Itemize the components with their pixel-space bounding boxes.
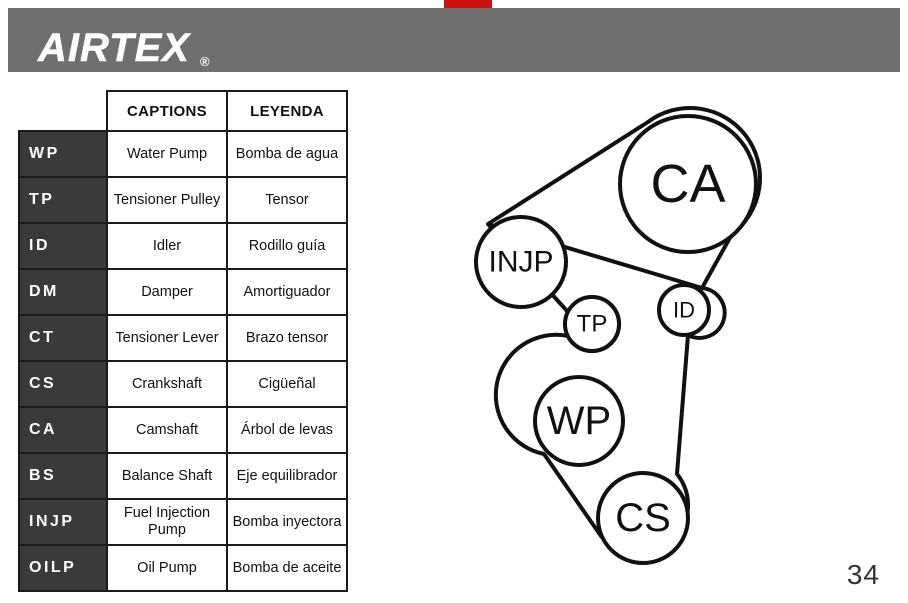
header-band <box>8 8 900 72</box>
row-caption-en: Damper <box>107 269 227 315</box>
row-code: CA <box>19 407 107 453</box>
row-code: BS <box>19 453 107 499</box>
row-caption-es: Árbol de levas <box>227 407 347 453</box>
column-header-code <box>19 91 107 131</box>
legend-table <box>18 90 348 592</box>
table-row <box>19 453 347 499</box>
row-caption-en: Tensioner Lever <box>107 315 227 361</box>
table-row <box>19 545 347 591</box>
row-caption-es: Bomba de agua <box>227 131 347 177</box>
table-row <box>19 131 347 177</box>
table-row <box>19 177 347 223</box>
row-caption-en: Camshaft <box>107 407 227 453</box>
table-header-row <box>19 91 347 131</box>
table-row <box>19 361 347 407</box>
row-code: CS <box>19 361 107 407</box>
top-red-tab <box>444 0 492 8</box>
row-caption-en: Water Pump <box>107 131 227 177</box>
row-caption-es: Amortiguador <box>227 269 347 315</box>
brand-logo: AIRTEX <box>38 26 190 70</box>
pulley-label-id: ID <box>673 297 695 323</box>
row-caption-es: Bomba inyectora <box>227 499 347 545</box>
column-header-captions: CAPTIONS <box>107 91 227 131</box>
row-caption-en: Idler <box>107 223 227 269</box>
row-caption-en: Tensioner Pulley <box>107 177 227 223</box>
table-row <box>19 499 347 545</box>
pulley-label-tp: TP <box>576 310 608 338</box>
row-caption-en: Fuel Injection Pump <box>107 499 227 545</box>
row-caption-en: Balance Shaft <box>107 453 227 499</box>
table-row <box>19 407 347 453</box>
row-code: ID <box>19 223 107 269</box>
pulley-label-wp: WP <box>546 399 612 443</box>
row-caption-es: Cigüeñal <box>227 361 347 407</box>
row-caption-en: Crankshaft <box>107 361 227 407</box>
row-caption-es: Rodillo guía <box>227 223 347 269</box>
row-code: CT <box>19 315 107 361</box>
row-caption-es: Eje equilibrador <box>227 453 347 499</box>
pulley-label-injp: INJP <box>488 245 554 279</box>
row-code: DM <box>19 269 107 315</box>
registered-mark: ® <box>200 54 210 69</box>
pulley-label-cs: CS <box>615 496 671 540</box>
row-caption-es: Bomba de aceite <box>227 545 347 591</box>
table-row <box>19 269 347 315</box>
column-header-leyenda: LEYENDA <box>227 91 347 131</box>
row-code: TP <box>19 177 107 223</box>
row-code: INJP <box>19 499 107 545</box>
row-caption-en: Oil Pump <box>107 545 227 591</box>
row-caption-es: Tensor <box>227 177 347 223</box>
table-row <box>19 223 347 269</box>
timing-belt-diagram <box>440 84 880 584</box>
pulley-label-ca: CA <box>650 154 726 214</box>
row-caption-es: Brazo tensor <box>227 315 347 361</box>
row-code: OILP <box>19 545 107 591</box>
row-code: WP <box>19 131 107 177</box>
page-number: 34 <box>846 559 880 590</box>
table-row <box>19 315 347 361</box>
